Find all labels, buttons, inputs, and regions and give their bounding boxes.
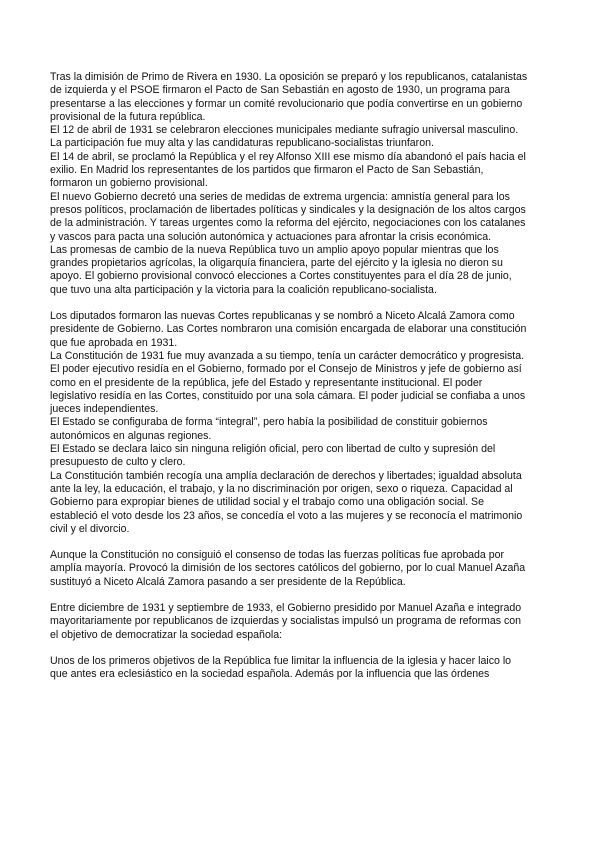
text-line: que tuvo una alta participación y la victoria para la coalición republicano-socialista.	[50, 283, 437, 296]
text-line: civil y el divorcio.	[50, 522, 130, 535]
text-line: de izquierda y el PSOE firmaron el Pacto de San Sebastián en agosto de 1930, un programa para	[50, 84, 510, 97]
text-line: presidente de Gobierno. Las Cortes nombraron una comisión encargada de elaborar una constitución	[50, 323, 527, 336]
text-line: El Estado se declara laico sin ninguna religión oficial, pero con libertad de culto y supresión del	[50, 443, 496, 456]
paragraph-1	[50, 71, 560, 297]
text-line: que antes era eclesiástico en la sociedad española. Además por la influencia que las órdenes	[50, 668, 490, 681]
text-line: amplía mayoría. Provocó la dimisión de los sectores católicos del gobierno, por lo cual Manuel Azaña	[50, 562, 526, 575]
text-line: La participación fue muy alta y las candidaturas republicano-socialistas triunfaron.	[50, 137, 434, 150]
text-line: apoyo. El gobierno provisional convocó elecciones a Cortes constituyentes para el día 28 de junio,	[50, 270, 512, 283]
text-line: Las promesas de cambio de la nueva República tuvo un amplio apoyo popular mientras que los	[50, 243, 499, 256]
paragraph-3	[50, 549, 560, 589]
text-line: La Constitución también recogía una amplía declaración de derechos y libertades; igualdad absoluta	[50, 469, 522, 482]
text-line: como en el presidente de la república, jefe del Estado y representante institucional. El poder	[50, 376, 483, 389]
paragraph-spacer	[50, 297, 560, 310]
paragraph-spacer	[50, 536, 560, 549]
text-line: autonómicos en algunas regiones.	[50, 429, 212, 442]
paragraph-spacer	[50, 589, 560, 602]
text-line: Unos de los primeros objetivos de la República fue limitar la influencia de la iglesia y hacer laico lo	[50, 654, 512, 667]
text-line: provisional de la futura república.	[50, 110, 206, 123]
text-line: sustituyó a Niceto Alcalá Zamora pasando a ser presidente de la República.	[50, 575, 406, 588]
text-line: Entre diciembre de 1931 y septiembre de 1933, el Gobierno presidido por Manuel Azaña e integrado	[50, 601, 522, 614]
text-line: grandes propietarios agrícolas, la oligarquía financiera, parte del ejército y la iglesia no dieron su	[50, 257, 503, 270]
text-line: El poder ejecutivo residía en el Gobierno, formado por el Consejo de Ministros y jefe de gobierno así	[50, 363, 522, 376]
text-line: El 12 de abril de 1931 se celebraron elecciones municipales mediante sufragio universal masculino.	[50, 124, 519, 137]
text-line: La Constitución de 1931 fue muy avanzada a su tiempo, tenía un carácter democrático y progresista.	[50, 349, 525, 362]
text-line: El Estado se configuraba de forma “integral”, pero había la posibilidad de constituir gobiernos	[50, 416, 488, 429]
text-line: de la administración. Y tareas urgentes como la reforma del ejército, negociaciones con los catalanes	[50, 217, 526, 230]
text-line: El nuevo Gobierno decretó una series de medidas de extrema urgencia: amnistía general para los	[50, 190, 510, 203]
text-line: Gobierno para expropiar bienes de utilidad social y el trabajo como una obligación social. Se	[50, 496, 485, 509]
text-line: ante la ley, la educación, el trabajo, y la no discriminación por origen, sexo o riqueza. Capacidad al	[50, 482, 513, 495]
text-line: Tras la dimisión de Primo de Rivera en 1930. La oposición se preparó y los republicanos, catalanistas	[50, 71, 528, 83]
paragraph-2	[50, 310, 560, 536]
text-line: El 14 de abril, se proclamó la República y el rey Alfonso XIII ese mismo día abandonó el país hacia el	[50, 150, 526, 163]
text-line: formaron un gobierno provisional.	[50, 177, 208, 190]
paragraph-4	[50, 602, 560, 642]
paragraph-spacer	[50, 642, 560, 655]
text-line: estableció el voto desde los 23 años, se concedía el voto a las mujeres y se reconocía el matrimonio	[50, 509, 523, 522]
text-line: presupuesto de culto y clero.	[50, 456, 186, 469]
text-line: jueces independientes.	[50, 403, 159, 416]
paragraph-5	[50, 655, 560, 682]
text-line: presentarse a las elecciones y formar un comité revolucionario que podía convertirse en un gobierno	[50, 97, 523, 110]
text-line: Aunque la Constitución no consiguió el consenso de todas las fuerzas políticas fue aprobada por	[50, 549, 505, 562]
text-line: legislativo residía en las Cortes, constituido por una sola cámara. El poder judicial se confiaba a unos	[50, 389, 526, 402]
text-line: Los diputados formaron las nuevas Cortes republicanas y se nombró a Niceto Alcalá Zamora como	[50, 310, 515, 323]
text-line: que fue aprobada en 1931.	[50, 336, 178, 349]
text-line: exilio. En Madrid los representantes de los partidos que firmaron el Pacto de San Sebastián,	[50, 164, 484, 177]
document-page	[50, 71, 560, 681]
text-line: mayoritariamente por republicanos de izquierdas y socialistas impulsó un programa de reformas con	[50, 615, 522, 628]
text-line: presos políticos, proclamación de libertades políticas y sindicales y la designación de los altos cargos	[50, 203, 526, 216]
text-line: el objetivo de democratizar la sociedad española:	[50, 628, 283, 641]
text-line: y vascos para pacta una solución autonómica y actuaciones para afrontar la crisis económica.	[50, 230, 492, 243]
